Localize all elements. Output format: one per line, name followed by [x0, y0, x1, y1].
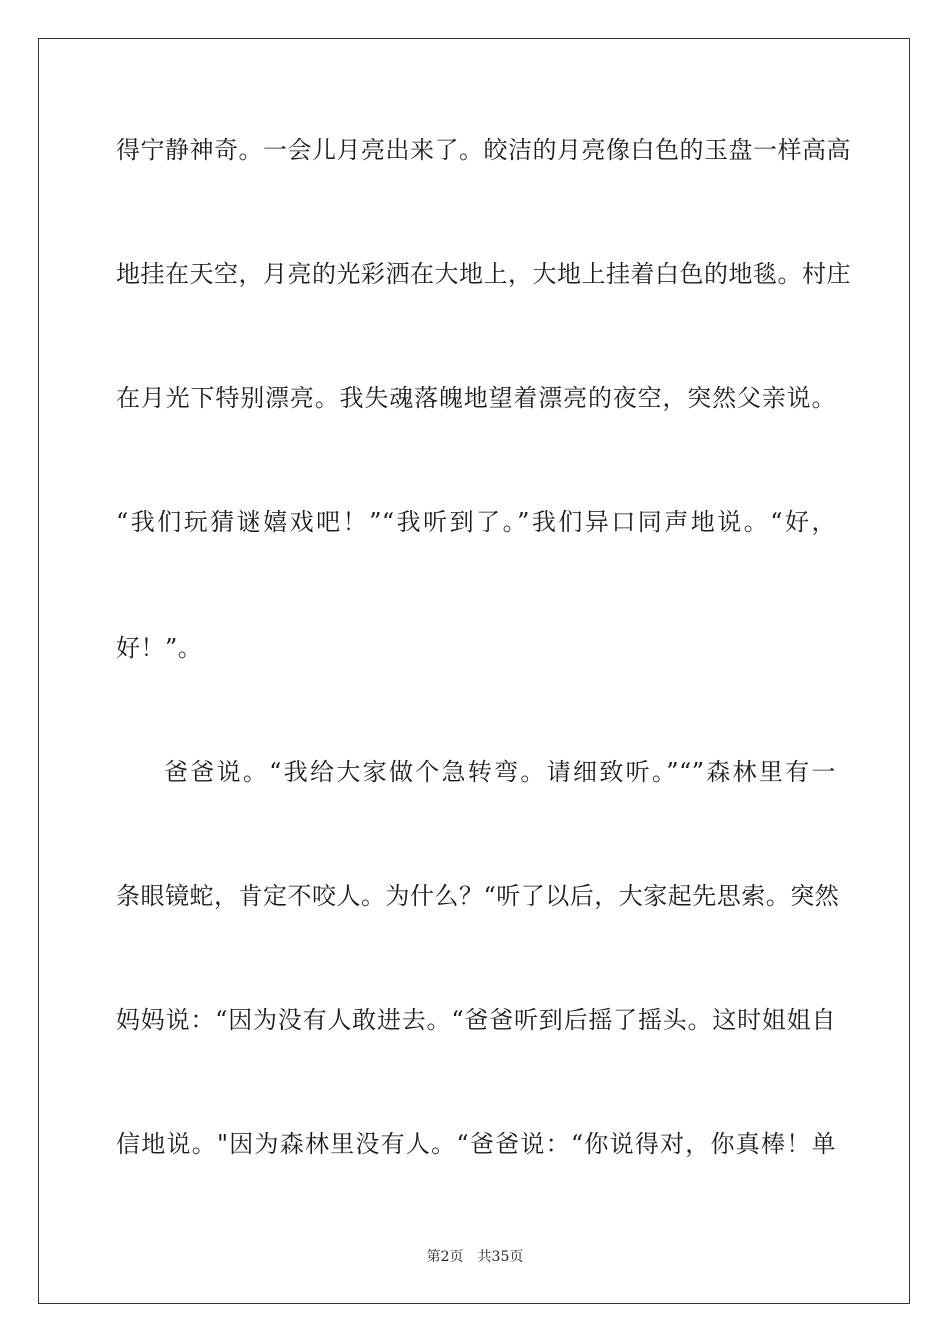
- text-line-9: 信地说。"因为森林里没有人。“爸爸说：“你说得对，你真棒！单: [116, 1130, 836, 1158]
- text-line-2: 地挂在天空，月亮的光彩洒在大地上，大地上挂着白色的地毯。村庄: [116, 260, 851, 288]
- text-line-7: 条眼镜蛇，肯定不咬人。为什么？“听了以后，大家起先思索。突然: [116, 882, 840, 910]
- text-line-1: 得宁静神奇。一会儿月亮出来了。皎洁的月亮像白色的玉盘一样高高: [116, 136, 851, 164]
- text-line-8: 妈妈说：“因为没有人敢进去。“爸爸听到后摇了摇头。这时姐姐自: [116, 1006, 836, 1034]
- page-total: 共35页: [477, 1249, 524, 1265]
- text-line-3: 在月光下特别漂亮。我失魂落魄地望着漂亮的夜空，突然父亲说。: [116, 384, 836, 412]
- page-number: 第2页: [426, 1249, 464, 1265]
- text-line-4: “我们玩猜谜嬉戏吧！”“我听到了。”我们异口同声地说。“好，: [116, 508, 836, 536]
- text-line-5: 好！”。: [116, 634, 203, 662]
- page-border: [38, 38, 910, 1304]
- page-footer: [0, 1248, 950, 1266]
- text-line-6-paragraph-start: 爸爸说。“我给大家做个急转弯。请细致听。”“”森林里有一: [164, 758, 836, 786]
